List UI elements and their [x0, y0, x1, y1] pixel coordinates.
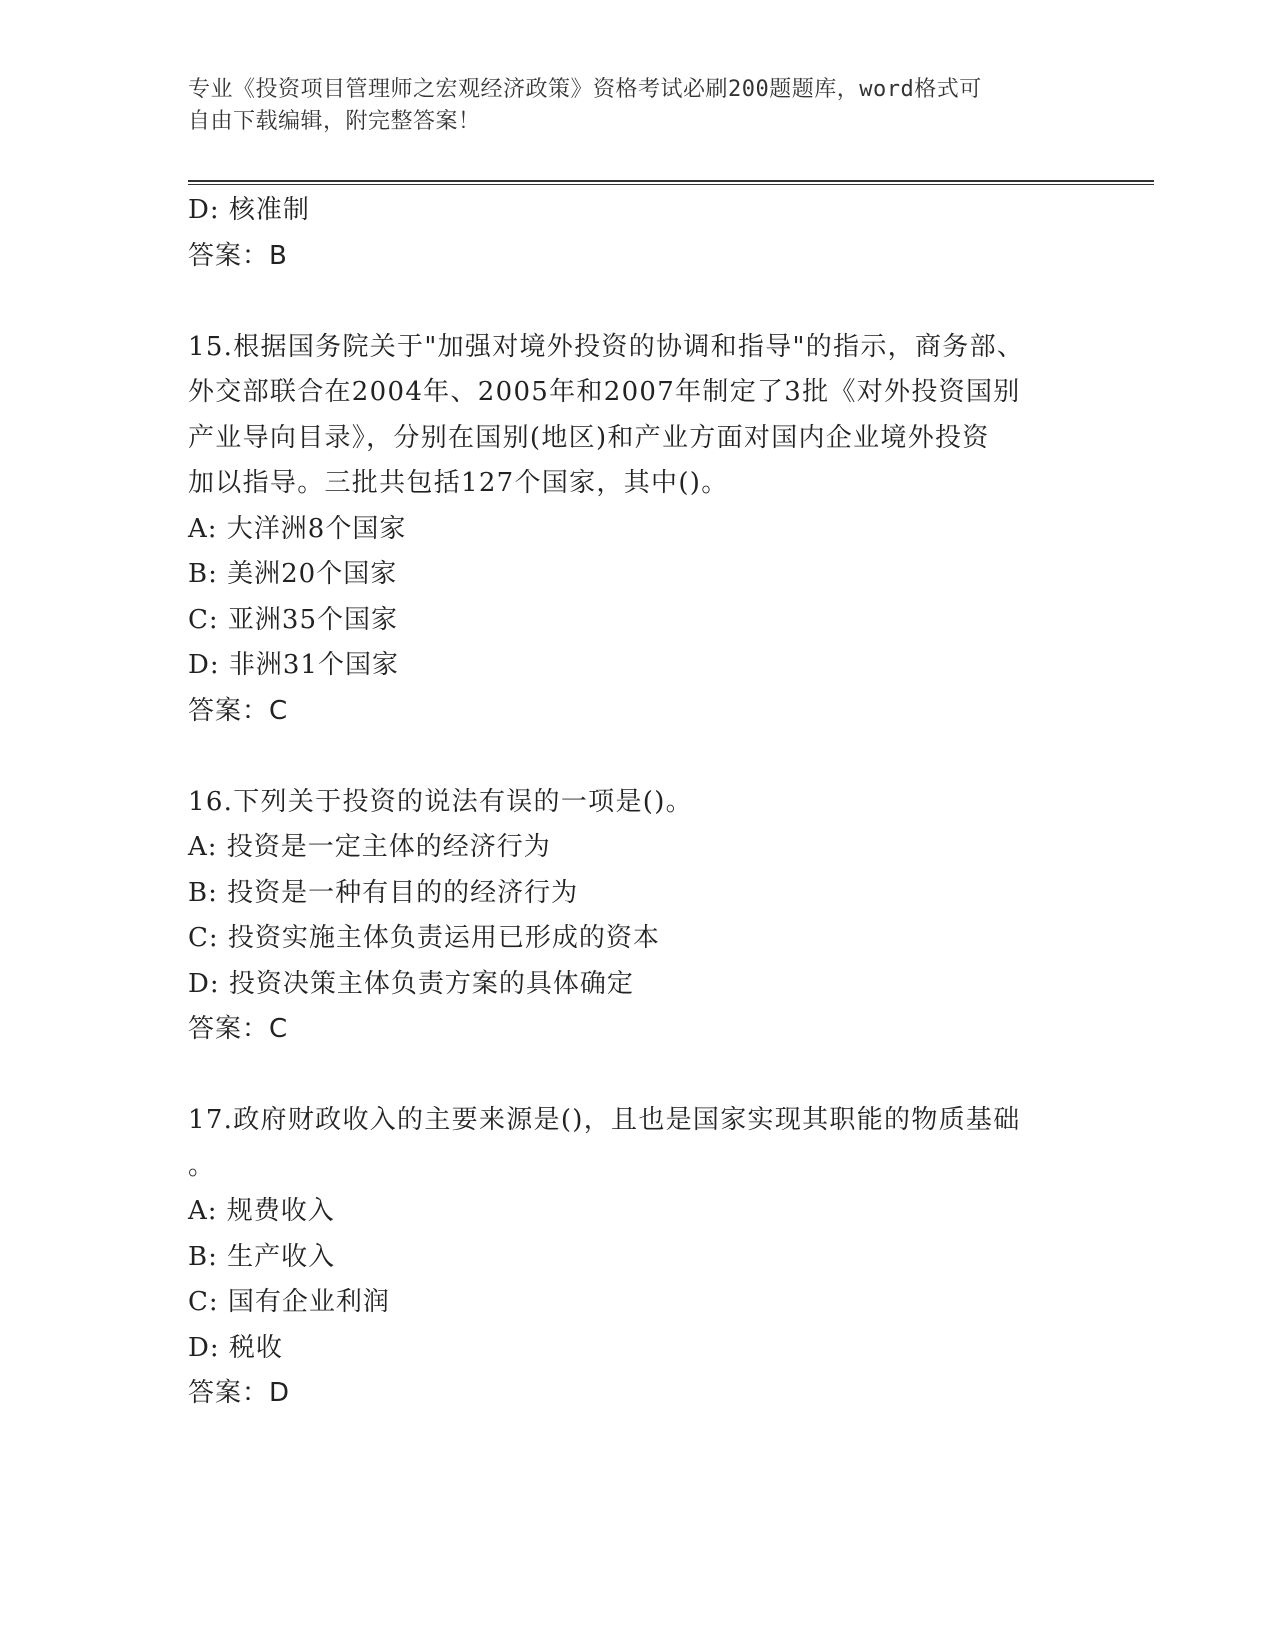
question-15-option-c: C: 亚洲35个国家 [188, 604, 399, 635]
question-17-option-a: A: 规费收入 [188, 1196, 335, 1226]
question-16-answer: 答案：C [188, 1014, 289, 1044]
question-17-option-d: D: 税收 [188, 1332, 283, 1363]
question-16-option-c: C: 投资实施主体负责运用已形成的资本 [188, 923, 660, 953]
question-16-option-d: D: 投资决策主体负责方案的具体确定 [188, 968, 634, 999]
question-15-stem-2: 外交部联合在2004年、2005年和2007年制定了3批《对外投资国别 [188, 377, 1021, 407]
prev-option-d: D: 核准制 [188, 195, 310, 225]
question-17-option-c: C: 国有企业利润 [188, 1287, 390, 1317]
prev-answer: 答案：B [188, 240, 288, 271]
question-15-answer: 答案：C [188, 695, 289, 726]
question-15 [188, 325, 1088, 735]
question-15-option-b: B: 美洲20个国家 [188, 559, 398, 589]
header-divider-thin [188, 184, 1154, 185]
question-17-option-b: B: 生产收入 [188, 1241, 336, 1272]
question-15-option-a: A: 大洋洲8个国家 [188, 513, 407, 544]
question-16-stem-1: 16.下列关于投资的说法有误的一项是()。 [188, 786, 693, 817]
question-16-option-a: A: 投资是一定主体的经济行为 [188, 832, 551, 862]
question-15-option-d: D: 非洲31个国家 [188, 650, 399, 680]
question-16 [188, 780, 1088, 1053]
header-divider [188, 180, 1154, 182]
question-16-option-b: B: 投资是一种有目的的经济行为 [188, 877, 579, 908]
question-15-stem-3: 产业导向目录》，分别在国别(地区)和产业方面对国内企业境外投资 [188, 422, 990, 453]
question-17-stem-1: 17.政府财政收入的主要来源是()，且也是国家实现其职能的物质基础 [188, 1105, 1021, 1135]
question-17-answer: 答案：D [188, 1378, 291, 1408]
question-15-stem-4: 加以指导。三批共包括127个国家，其中()。 [188, 468, 729, 498]
header-line-1: 专业《投资项目管理师之宏观经济政策》资格考试必刷200题题库，word格式可 [188, 77, 982, 102]
question-17-stem-2: 。 [188, 1150, 216, 1181]
question-17 [188, 1098, 1088, 1417]
document-body [188, 188, 1088, 1417]
header-line-2: 自由下载编辑，附完整答案！ [188, 109, 481, 134]
document-header [188, 74, 1068, 138]
question-15-stem-1: 15.根据国务院关于"加强对境外投资的协调和指导"的指示，商务部、 [188, 331, 1025, 362]
